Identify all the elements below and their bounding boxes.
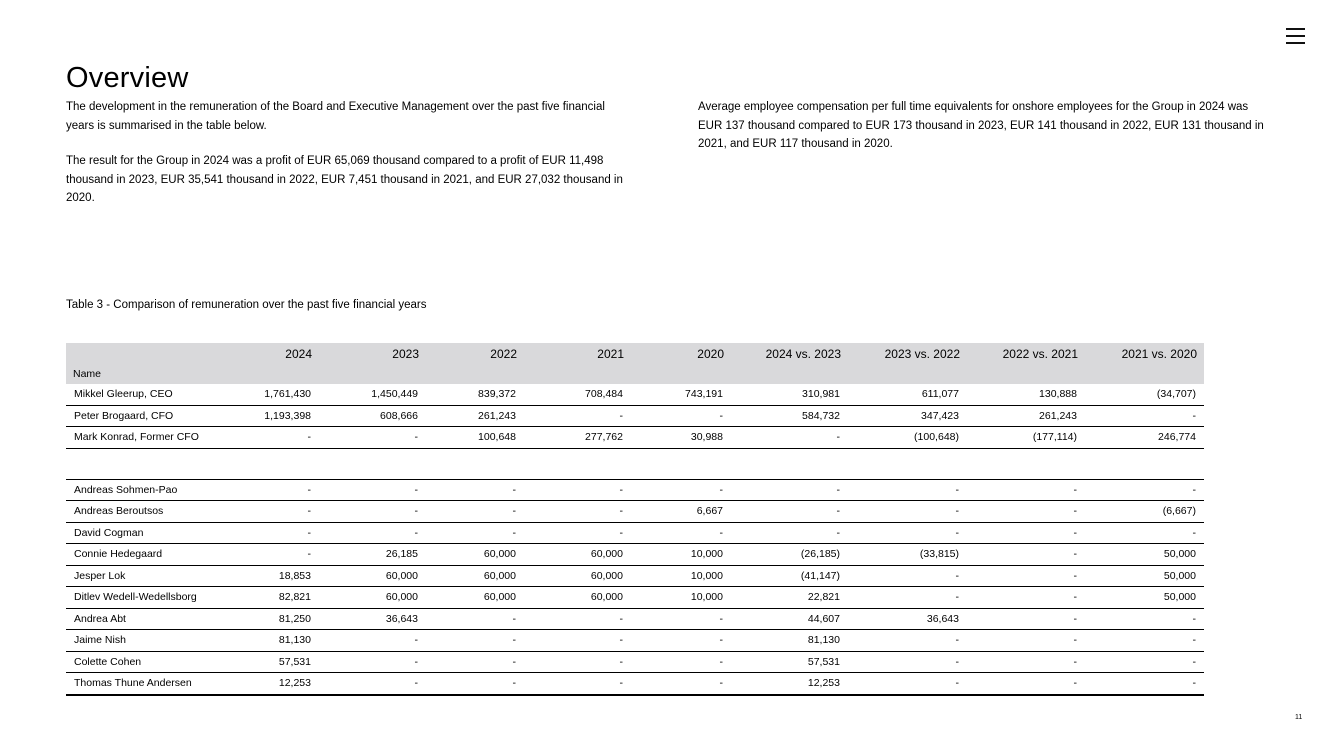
value-cell: - (631, 673, 731, 695)
value-cell: 608,666 (319, 405, 426, 427)
value-cell: 60,000 (426, 565, 524, 587)
intro-paragraph: The development in the remuneration of the Board and Executive Management over the past five financial years is summarised in the table below. (66, 101, 605, 132)
value-cell: - (524, 479, 631, 501)
value-cell: - (848, 587, 967, 609)
value-cell: (33,815) (848, 544, 967, 566)
value-cell: - (319, 522, 426, 544)
value-cell: - (631, 630, 731, 652)
value-cell: - (731, 427, 848, 449)
value-cell: 100,648 (426, 427, 524, 449)
table-row (66, 522, 1204, 544)
value-cell: - (731, 501, 848, 523)
value-cell: 26,185 (319, 544, 426, 566)
value-cell: 10,000 (631, 544, 731, 566)
value-cell: - (631, 405, 731, 427)
table-row (66, 565, 1204, 587)
row-name-cell: David Cogman (66, 522, 222, 544)
value-cell: - (426, 501, 524, 523)
value-cell: - (524, 630, 631, 652)
value-cell: 50,000 (1085, 587, 1204, 609)
value-cell: 44,607 (731, 608, 848, 630)
value-cell: 36,643 (319, 608, 426, 630)
value-cell: 261,243 (426, 405, 524, 427)
value-cell: - (967, 630, 1085, 652)
value-cell: - (1085, 522, 1204, 544)
row-name-cell: Thomas Thune Andersen (66, 673, 222, 695)
row-name-cell: Andreas Sohmen-Pao (66, 479, 222, 501)
row-name-cell: Peter Brogaard, CFO (66, 405, 222, 427)
value-cell: - (848, 479, 967, 501)
column-header: 2022 vs. 2021 (967, 343, 1085, 384)
value-cell: - (731, 479, 848, 501)
value-cell: - (222, 501, 319, 523)
value-cell: 246,774 (1085, 427, 1204, 449)
value-cell: - (426, 630, 524, 652)
value-cell: - (222, 479, 319, 501)
value-cell: - (426, 651, 524, 673)
value-cell: (41,147) (731, 565, 848, 587)
value-cell: - (1085, 673, 1204, 695)
value-cell: - (524, 651, 631, 673)
value-cell: - (319, 479, 426, 501)
value-cell: 1,761,430 (222, 384, 319, 405)
value-cell: (6,667) (1085, 501, 1204, 523)
value-cell: 57,531 (222, 651, 319, 673)
value-cell: - (1085, 608, 1204, 630)
value-cell: - (319, 630, 426, 652)
page-title: Overview (66, 62, 189, 94)
column-header: 2023 (319, 343, 426, 384)
value-cell: - (848, 651, 967, 673)
value-cell: 277,762 (524, 427, 631, 449)
value-cell: - (222, 427, 319, 449)
value-cell: - (426, 608, 524, 630)
table-row (66, 384, 1204, 405)
value-cell: - (222, 522, 319, 544)
value-cell: 81,130 (222, 630, 319, 652)
value-cell: 50,000 (1085, 544, 1204, 566)
value-cell: - (426, 673, 524, 695)
value-cell: 310,981 (731, 384, 848, 405)
table-row (66, 544, 1204, 566)
value-cell: 12,253 (731, 673, 848, 695)
value-cell: 347,423 (848, 405, 967, 427)
value-cell: - (524, 522, 631, 544)
value-cell: 50,000 (1085, 565, 1204, 587)
table-row (66, 608, 1204, 630)
value-cell: - (524, 608, 631, 630)
value-cell: 839,372 (426, 384, 524, 405)
value-cell: 130,888 (967, 384, 1085, 405)
row-name-cell: Colette Cohen (66, 651, 222, 673)
table-row (66, 587, 1204, 609)
value-cell: - (848, 501, 967, 523)
value-cell: 30,988 (631, 427, 731, 449)
value-cell: - (967, 587, 1085, 609)
value-cell: - (524, 501, 631, 523)
value-cell: - (631, 651, 731, 673)
value-cell: 584,732 (731, 405, 848, 427)
row-name-cell: Andreas Beroutsos (66, 501, 222, 523)
table-row (66, 405, 1204, 427)
value-cell: 10,000 (631, 587, 731, 609)
table-row (66, 630, 1204, 652)
value-cell: - (967, 608, 1085, 630)
value-cell: - (967, 565, 1085, 587)
row-name-cell: Ditlev Wedell-Wedellsborg (66, 587, 222, 609)
value-cell: (34,707) (1085, 384, 1204, 405)
table-row (66, 479, 1204, 501)
value-cell: - (524, 673, 631, 695)
value-cell: - (967, 544, 1085, 566)
value-cell: 60,000 (426, 544, 524, 566)
column-header: 2022 (426, 343, 524, 384)
column-header: 2020 (631, 343, 731, 384)
group-result-paragraph: The result for the Group in 2024 was a profit of EUR 65,069 thousand compared to a profit of EUR 11,498 thousand in 2023, EUR 35,541 thousand in 2022, EUR 7,451 thousand in 2021, and EUR 27,032 thousand in 2020. (66, 155, 623, 204)
value-cell: (100,648) (848, 427, 967, 449)
value-cell: - (848, 630, 967, 652)
value-cell: - (967, 479, 1085, 501)
value-cell: 82,821 (222, 587, 319, 609)
value-cell: - (848, 673, 967, 695)
value-cell: - (426, 479, 524, 501)
value-cell: - (319, 651, 426, 673)
page-number: 11 (1295, 714, 1303, 721)
row-name-cell: Andrea Abt (66, 608, 222, 630)
value-cell: - (967, 522, 1085, 544)
value-cell: 22,821 (731, 587, 848, 609)
row-name-cell: Mark Konrad, Former CFO (66, 427, 222, 449)
value-cell: - (319, 673, 426, 695)
column-header: 2021 (524, 343, 631, 384)
hamburger-menu-icon[interactable] (1286, 28, 1305, 44)
value-cell: 611,077 (848, 384, 967, 405)
value-cell: - (319, 427, 426, 449)
value-cell: 1,193,398 (222, 405, 319, 427)
value-cell: - (848, 522, 967, 544)
table-row (66, 651, 1204, 673)
value-cell: - (631, 608, 731, 630)
row-name-cell: Jaime Nish (66, 630, 222, 652)
table-row (66, 673, 1204, 695)
value-cell: - (967, 651, 1085, 673)
value-cell: 743,191 (631, 384, 731, 405)
value-cell: - (967, 501, 1085, 523)
remuneration-table (66, 343, 1204, 696)
table-row (66, 427, 1204, 449)
row-name-cell: Mikkel Gleerup, CEO (66, 384, 222, 405)
table-caption: Table 3 - Comparison of remuneration over the past five financial years (66, 299, 427, 311)
value-cell: - (848, 565, 967, 587)
value-cell: - (1085, 630, 1204, 652)
value-cell: 10,000 (631, 565, 731, 587)
value-cell: 60,000 (524, 565, 631, 587)
separator-cell (66, 448, 1204, 479)
value-cell: 60,000 (426, 587, 524, 609)
value-cell: - (319, 501, 426, 523)
value-cell: - (631, 479, 731, 501)
value-cell: - (1085, 405, 1204, 427)
value-cell: 36,643 (848, 608, 967, 630)
table-header-row (66, 343, 1204, 384)
row-name-cell: Connie Hedegaard (66, 544, 222, 566)
value-cell: 81,130 (731, 630, 848, 652)
value-cell: 81,250 (222, 608, 319, 630)
column-header: 2024 (222, 343, 319, 384)
column-header: 2023 vs. 2022 (848, 343, 967, 384)
column-header: 2021 vs. 2020 (1085, 343, 1204, 384)
value-cell: 708,484 (524, 384, 631, 405)
value-cell: 6,667 (631, 501, 731, 523)
employee-compensation-paragraph: Average employee compensation per full time equivalents for onshore employees for the Group in 2024 was EUR 137 thousand compared to EUR 173 thousand in 2023, EUR 141 thousand in 2022, EUR 131 thousand in 2021, and EUR 117 thousand in 2020. (698, 101, 1264, 150)
value-cell: 60,000 (319, 565, 426, 587)
row-name-cell: Jesper Lok (66, 565, 222, 587)
value-cell: 1,450,449 (319, 384, 426, 405)
column-header-name: Name (66, 343, 222, 384)
value-cell: - (524, 405, 631, 427)
table-row (66, 501, 1204, 523)
value-cell: 60,000 (319, 587, 426, 609)
value-cell: - (731, 522, 848, 544)
value-cell: - (967, 673, 1085, 695)
value-cell: - (631, 522, 731, 544)
value-cell: 261,243 (967, 405, 1085, 427)
value-cell: - (1085, 479, 1204, 501)
value-cell: - (222, 544, 319, 566)
group-separator-row (66, 448, 1204, 479)
value-cell: 60,000 (524, 587, 631, 609)
value-cell: - (1085, 651, 1204, 673)
value-cell: (26,185) (731, 544, 848, 566)
column-header: 2024 vs. 2023 (731, 343, 848, 384)
value-cell: 57,531 (731, 651, 848, 673)
value-cell: 60,000 (524, 544, 631, 566)
value-cell: 18,853 (222, 565, 319, 587)
value-cell: (177,114) (967, 427, 1085, 449)
value-cell: - (426, 522, 524, 544)
value-cell: 12,253 (222, 673, 319, 695)
